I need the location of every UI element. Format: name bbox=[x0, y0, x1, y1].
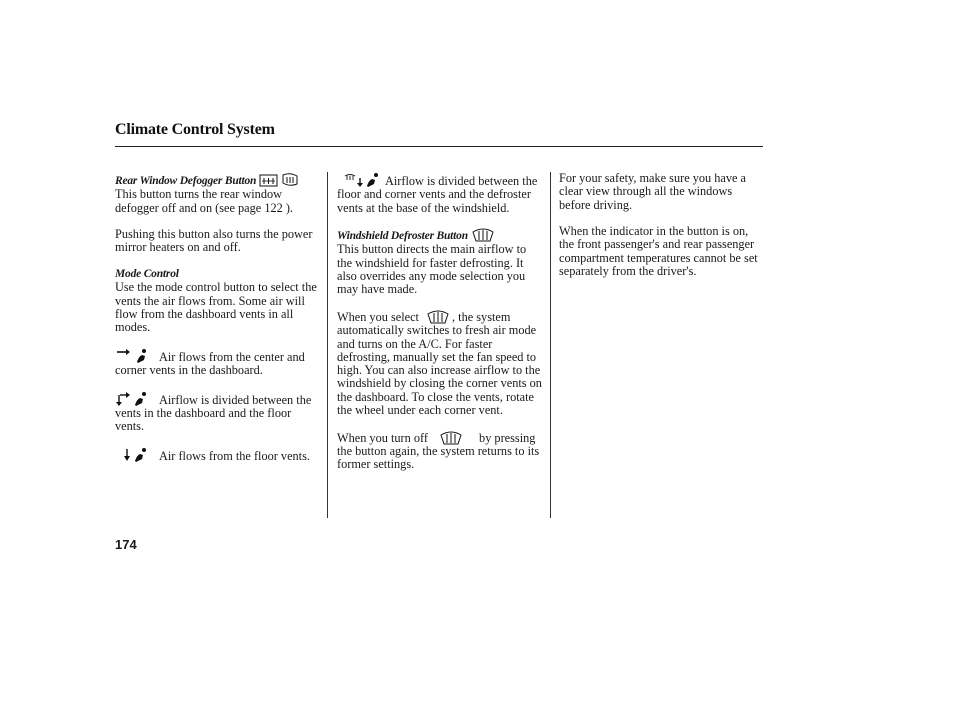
rear-defogger-text: This button turns the rear window defogger off and on (see page 122 ). bbox=[115, 187, 294, 215]
mirror-heater-text: Pushing this button also turns the power mirror heaters on and off. bbox=[115, 227, 313, 255]
windshield-defroster-icon-inline-2 bbox=[439, 431, 463, 445]
windshield-defroster-icon bbox=[471, 228, 495, 242]
windshield-defroster-heading: Windshield Defroster Button bbox=[337, 230, 468, 243]
column-divider-1 bbox=[327, 172, 328, 518]
windshield-defroster-text: This button directs the main airflow to the windshield for faster defrosting. It also overrides any mode selection you may have made. bbox=[337, 242, 527, 297]
column-divider-2 bbox=[550, 172, 551, 518]
bilevel-mode-icon bbox=[115, 391, 149, 407]
dash-vent-mode-icon bbox=[115, 348, 149, 364]
column-3 bbox=[559, 172, 764, 292]
indicator-text: When the indicator in the button is on, the front passenger's and rear passenger compartment temperatures cannot be set separately from the driver's. bbox=[559, 224, 758, 279]
turn-off-defroster-text: When you turn off by pressing the button again, the system returns to its former settings. bbox=[337, 430, 540, 472]
mode-control-heading: Mode Control bbox=[115, 268, 179, 281]
rear-defogger-icon bbox=[259, 174, 278, 187]
floor-defrost-mode-icon bbox=[343, 172, 381, 188]
page-number: 174 bbox=[115, 537, 137, 552]
rear-defogger-heading: Rear Window Defogger Button bbox=[115, 175, 257, 187]
mode-control-text: Use the mode control button to select the vents the air flows from. Some air will flow from the dashboard vents in all modes. bbox=[115, 280, 317, 335]
mirror-heater-icon bbox=[281, 172, 299, 187]
safety-text: For your safety, make sure you have a clear view through all the windows before driving. bbox=[559, 171, 747, 212]
floor-defrost-mode-item: Airflow is divided between the floor and corner vents and the defroster vents at the base of the windshield. bbox=[337, 174, 538, 215]
select-defroster-text: When you select , the system automatically switches to fresh air mode and turns on the A/C. For faster defrosting, manually set the fan speed to high. You can also increase airflow to the windshield by closing the corner vents on the dashboard. To close the vents, rotate the wheel under each corner vent. bbox=[337, 309, 542, 418]
mode-item-dash: Air flows from the center and corner vents in the dashboard. bbox=[115, 349, 305, 378]
column-2 bbox=[337, 172, 543, 485]
title-rule bbox=[115, 146, 763, 147]
windshield-defroster-icon-inline bbox=[426, 310, 450, 324]
floor-mode-icon bbox=[115, 447, 149, 463]
column-1 bbox=[115, 172, 320, 477]
page-title: Climate Control System bbox=[115, 121, 275, 138]
mode-item-floor: Air flows from the floor vents. bbox=[115, 447, 320, 463]
mode-item-bilevel: Airflow is divided between the vents in the dashboard and the floor vents. bbox=[115, 392, 312, 434]
